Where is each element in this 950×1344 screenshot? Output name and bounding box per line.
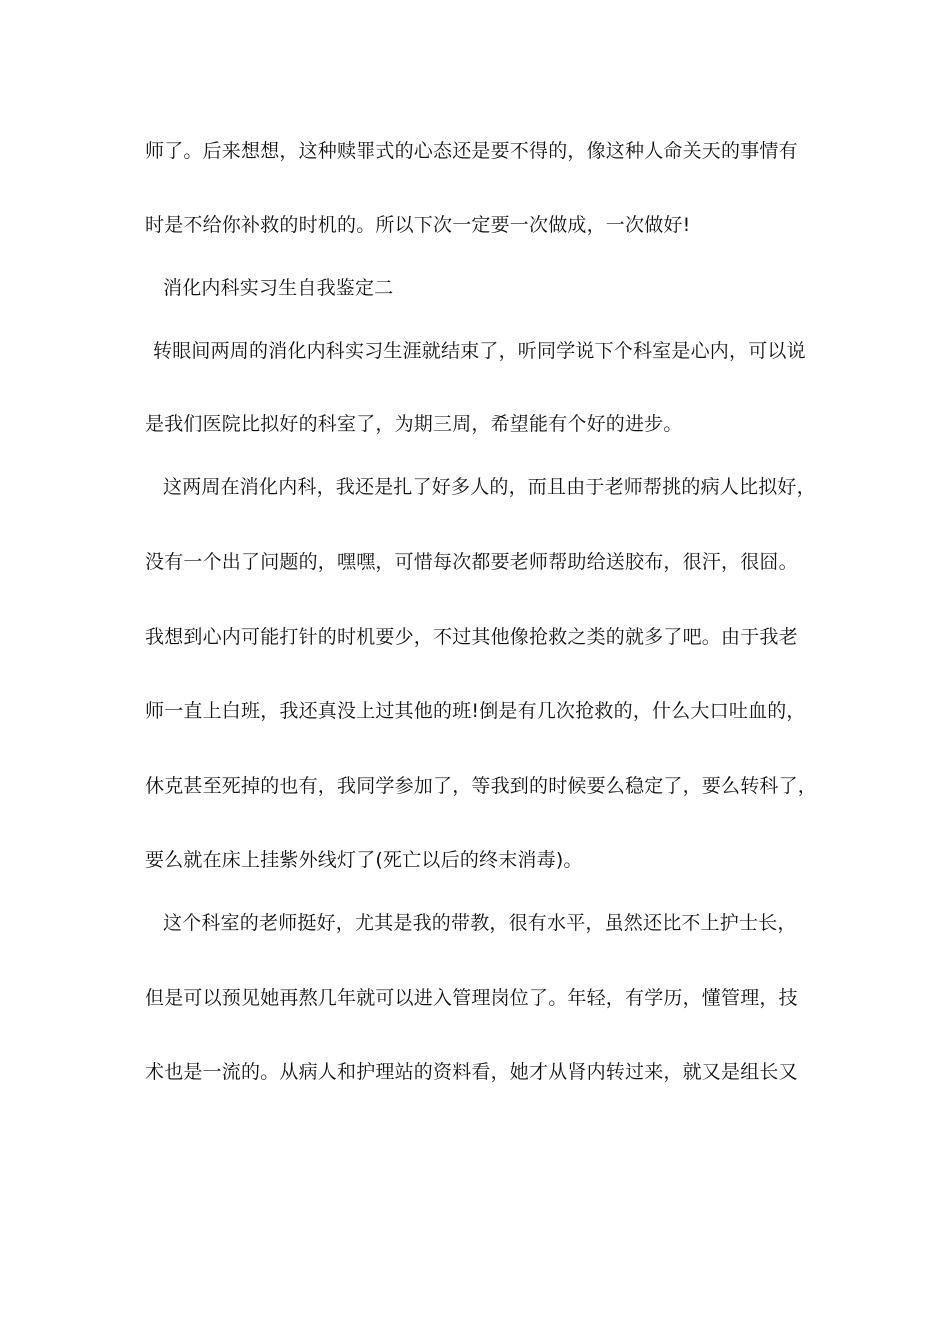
text-line-2: 时是不给你补救的时机的。所以下次一定要一次做成，一次做好! [145,214,691,236]
text-line-10: 休克甚至死掉的也有，我同学参加了，等我到的时候要么稳定了，要么转科了， [145,775,818,797]
text-line-5: 是我们医院比拟好的科室了，为期三周，希望能有个好的进步。 [145,413,683,435]
text-line-8: 我想到心内可能打针的时机要少，不过其他像抢救之类的就多了吧。由于我老 [145,626,798,648]
section-heading: 消化内科实习生自我鉴定二 [163,277,394,299]
text-line-6: 这两周在消化内科，我还是扎了好多人的，而且由于老师帮挑的病人比拟好， [163,476,816,498]
text-line-11: 要么就在床上挂紫外线灯了(死亡以后的终末消毒)。 [145,849,583,871]
text-line-7: 没有一个出了问题的，嘿嘿，可惜每次都要老师帮助给送胶布，很汗，很囧。 [145,551,798,573]
text-line-13: 但是可以预见她再熬几年就可以进入管理岗位了。年轻，有学历，懂管理，技 [145,987,798,1009]
text-line-14: 术也是一流的。从病人和护理站的资料看，她才从肾内转过来，就又是组长又 [145,1061,798,1083]
text-line-9: 师一直上白班，我还真没上过其他的班!倒是有几次抢救的，什么大口吐血的， [145,700,806,722]
text-line-4: 转眼间两周的消化内科实习生涯就结束了，听同学说下个科室是心内，可以说 [153,340,806,362]
text-line-12: 这个科室的老师挺好，尤其是我的带教，很有水平，虽然还比不上护士长， [163,912,797,934]
text-line-1: 师了。后来想想，这种赎罪式的心态还是要不得的，像这种人命关天的事情有 [145,140,798,162]
